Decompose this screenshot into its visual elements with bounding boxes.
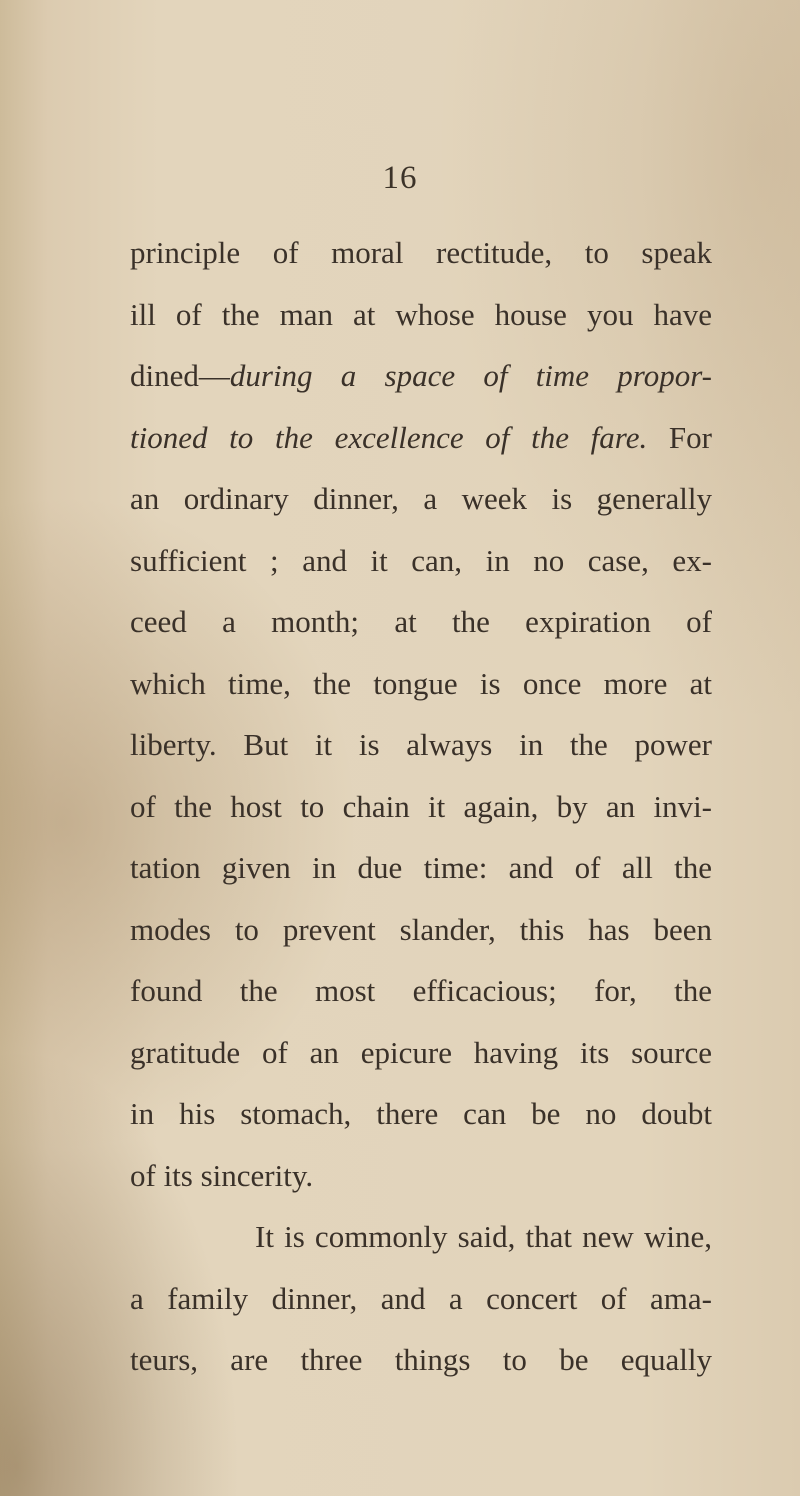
text-line — [130, 1083, 712, 1145]
text-line — [130, 530, 712, 592]
text-line — [130, 1268, 712, 1330]
text-run: liberty. But it is always in the power — [130, 727, 712, 762]
text-run: tation given in due time: and of all the — [130, 850, 712, 885]
text-line — [130, 591, 712, 653]
text-line — [130, 899, 712, 961]
text-run: dined— — [130, 358, 230, 393]
italic-text: during a space of time propor- — [229, 358, 712, 393]
text-line — [130, 222, 712, 284]
text-line — [130, 407, 712, 469]
text-line — [130, 1329, 712, 1391]
text-line — [130, 1145, 712, 1207]
text-line — [130, 776, 712, 838]
text-line — [130, 653, 712, 715]
text-line — [130, 837, 712, 899]
text-run: modes to prevent slander, this has been — [130, 911, 712, 947]
text-run: It is commonly said, that new wine, — [255, 1219, 712, 1254]
text-run: in his stomach, there can be no doubt — [130, 1096, 712, 1131]
text-line — [130, 468, 712, 530]
text-run: which time, the tongue is once more at — [130, 665, 712, 701]
text-run: teurs, are three things to be equally — [130, 1342, 712, 1377]
text-line — [130, 345, 712, 407]
text-line — [130, 1022, 712, 1084]
text-run: principle of moral rectitude, to speak — [130, 235, 712, 270]
text-run: an ordinary dinner, a week is generally — [130, 481, 712, 516]
text-run: found the most efficacious; for, the — [130, 973, 712, 1008]
text-run: ceed a month; at the expiration of — [130, 604, 712, 639]
text-line — [130, 714, 712, 776]
italic-text: tioned to the excellence of the fare. — [130, 419, 648, 455]
text-run: sufficient ; and it can, in no case, ex- — [130, 542, 712, 578]
text-line — [130, 960, 712, 1022]
text-run: For — [647, 419, 712, 455]
text-run: ill of the man at whose house you have — [130, 296, 712, 332]
text-run: a family dinner, and a concert of ama- — [130, 1280, 712, 1316]
text-run: of the host to chain it again, by an invi- — [130, 788, 712, 824]
text-line — [130, 284, 712, 346]
text-line — [130, 1206, 712, 1268]
text-run: gratitude of an epicure having its source — [130, 1034, 712, 1070]
text-run: of its sincerity. — [130, 1157, 314, 1193]
body-text — [130, 222, 712, 1391]
page-number: 16 — [382, 160, 418, 196]
